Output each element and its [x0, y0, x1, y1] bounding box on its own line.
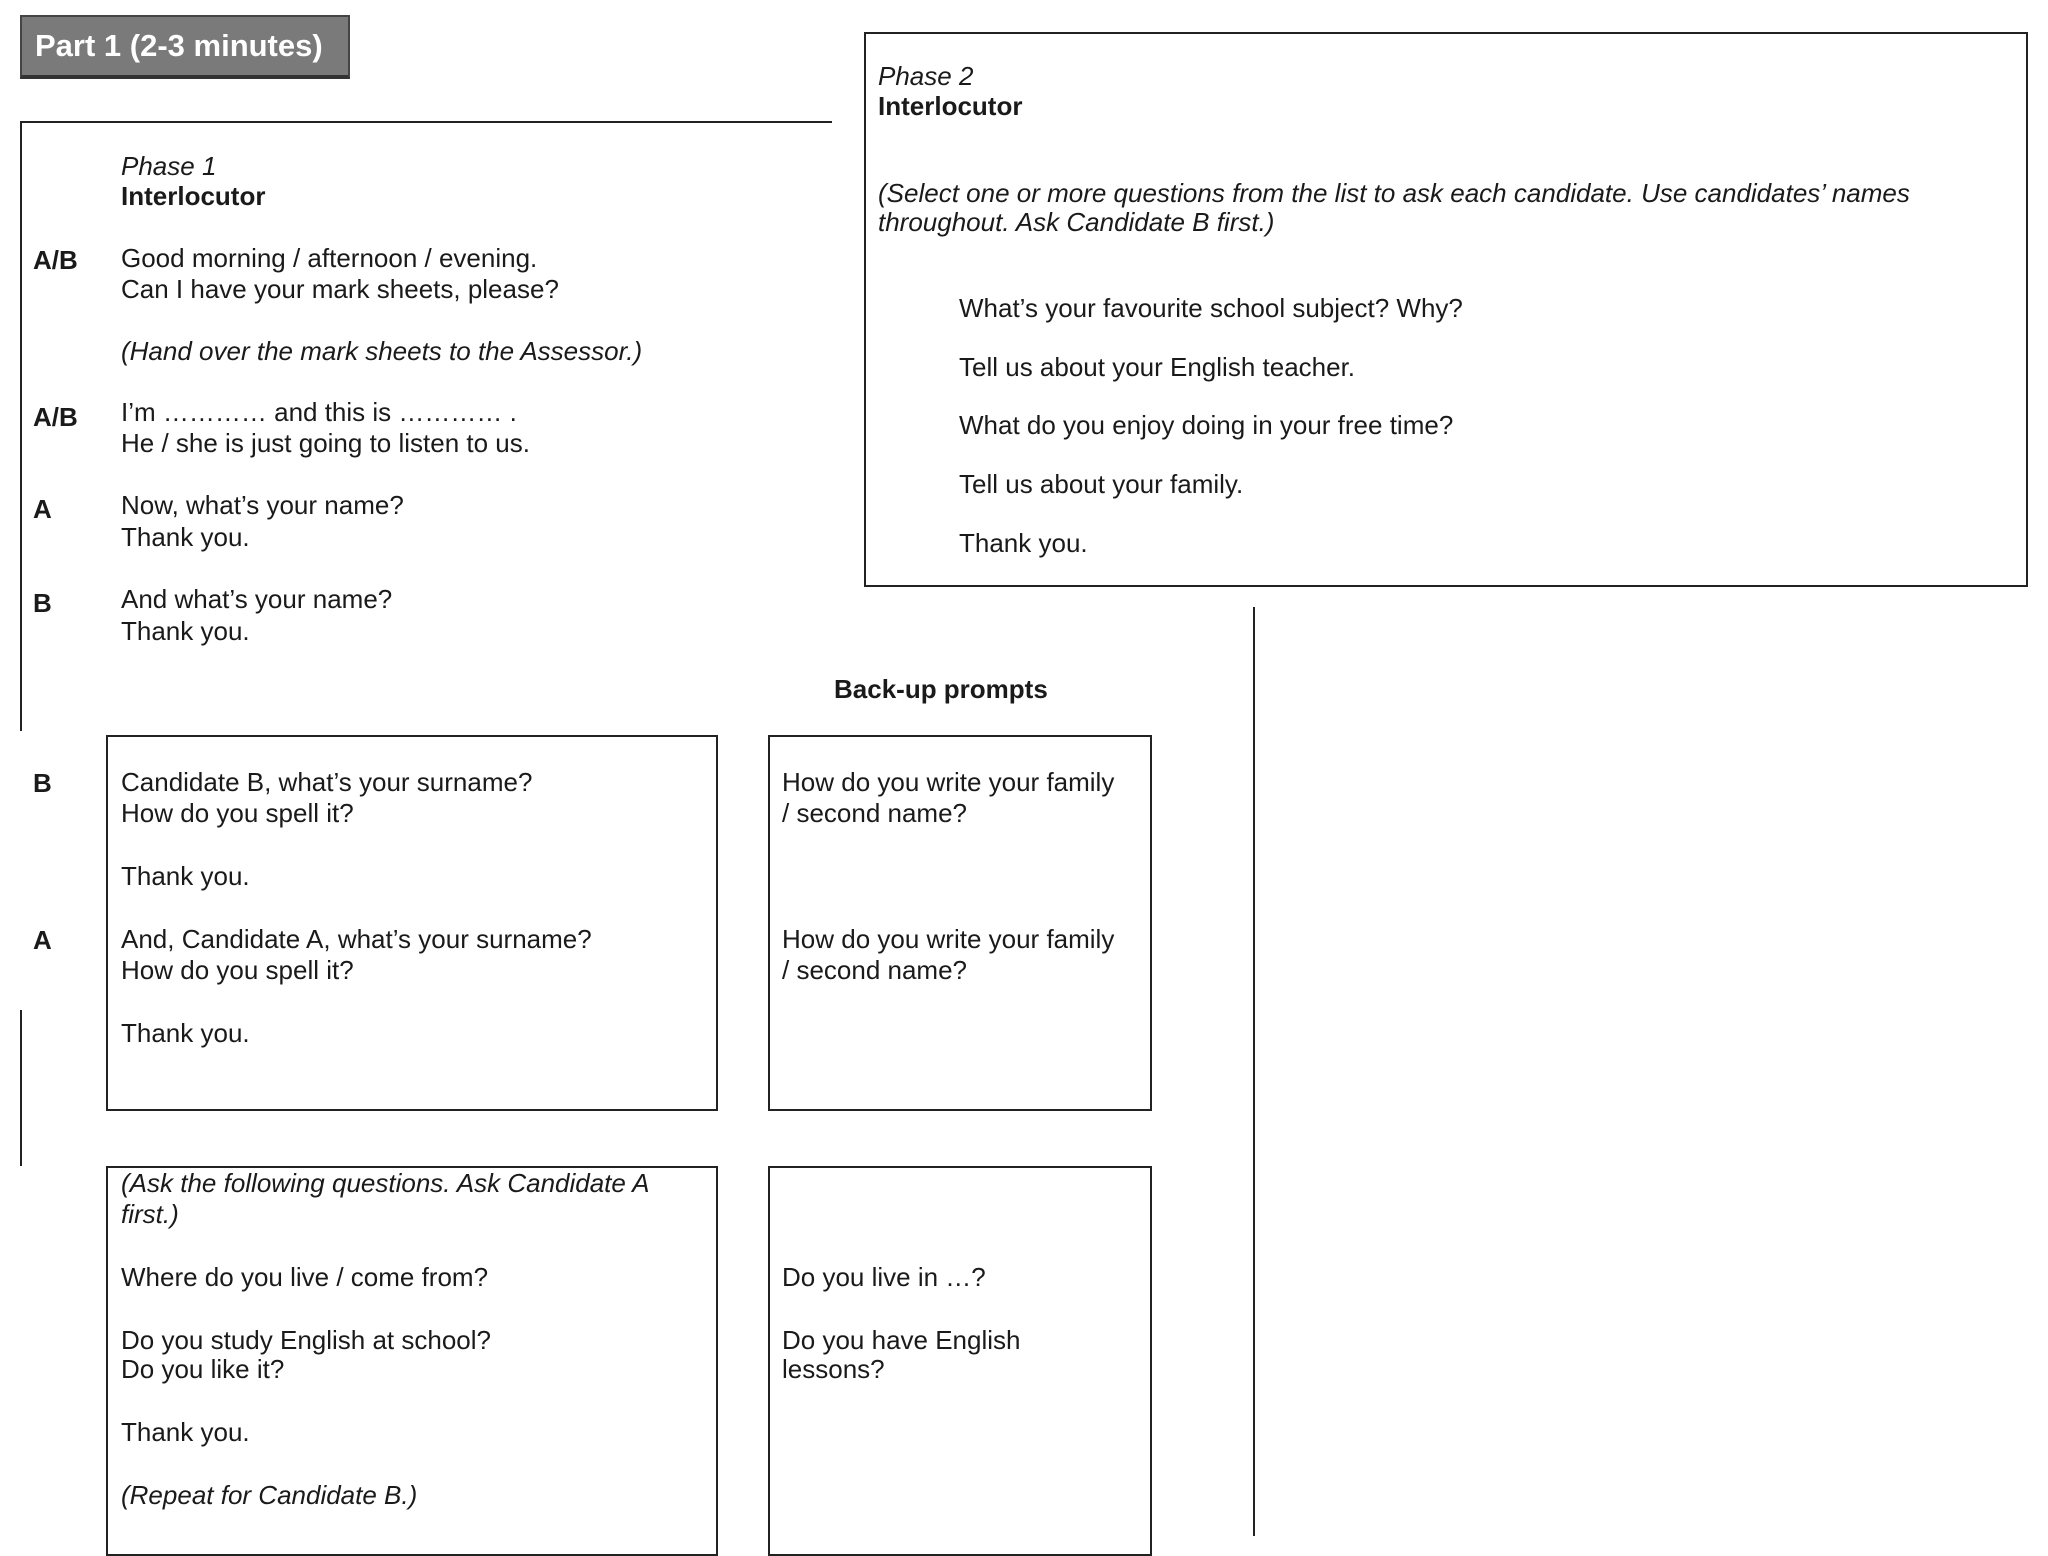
- dialogue-line: He / she is just going to listen to us.: [121, 428, 530, 458]
- question-line: Do you like it?: [121, 1354, 285, 1384]
- dialogue-line: Thank you.: [121, 522, 250, 552]
- dialogue-line: Now, what’s your name?: [121, 490, 404, 520]
- phase1-right-rule: [1253, 607, 1255, 1536]
- backup-prompt: Do you live in …?: [782, 1262, 986, 1292]
- dialogue-line: Good morning / afternoon / evening.: [121, 243, 538, 273]
- dialogue-line: I’m ………… and this is ………… .: [121, 397, 517, 427]
- speaker-label: B: [33, 768, 52, 798]
- phase1-label: Phase 1: [121, 151, 217, 181]
- phase2-question: Tell us about your family.: [959, 469, 1244, 499]
- dialogue-line: Thank you.: [121, 616, 250, 646]
- backup-prompt: lessons?: [782, 1354, 885, 1384]
- surname-line: How do you spell it?: [121, 798, 354, 828]
- phase2-question: What’s your favourite school subject? Why?: [959, 293, 1463, 323]
- questions-instruction: (Ask the following questions. Ask Candidate A: [121, 1168, 650, 1198]
- repeat-instruction: (Repeat for Candidate B.): [121, 1480, 418, 1510]
- speaker-label: A/B: [33, 402, 78, 432]
- phase1-top-rule: [20, 121, 832, 123]
- phase2-question: What do you enjoy doing in your free time?: [959, 410, 1454, 440]
- phase1-left-rule: [20, 121, 22, 731]
- surname-line: Thank you.: [121, 861, 250, 891]
- surname-line: And, Candidate A, what’s your surname?: [121, 924, 592, 954]
- backup-prompt: Do you have English: [782, 1325, 1021, 1355]
- dialogue-line: Can I have your mark sheets, please?: [121, 274, 559, 304]
- part-title-badge: Part 1 (2-3 minutes): [20, 15, 350, 79]
- phase2-instruction: throughout. Ask Candidate B first.): [878, 207, 1275, 237]
- stage-instruction: (Hand over the mark sheets to the Assessor.): [121, 336, 643, 366]
- questions-instruction: first.): [121, 1199, 179, 1229]
- backup-prompt: / second name?: [782, 798, 968, 828]
- speaker-label: A/B: [33, 245, 78, 275]
- dialogue-line: And what’s your name?: [121, 584, 393, 614]
- question-line: Thank you.: [121, 1417, 250, 1447]
- phase2-label: Phase 2: [878, 61, 974, 91]
- phase1-left-rule-lower: [20, 1010, 22, 1166]
- speaker-label: A: [33, 494, 52, 524]
- speaker-label: A: [33, 925, 52, 955]
- phase2-question: Tell us about your English teacher.: [959, 352, 1356, 382]
- backup-prompt: How do you write your family: [782, 924, 1115, 954]
- surname-line: Thank you.: [121, 1018, 250, 1048]
- question-line: Where do you live / come from?: [121, 1262, 489, 1292]
- question-line: Do you study English at school?: [121, 1325, 491, 1355]
- backup-prompt: / second name?: [782, 955, 968, 985]
- backup-prompt: How do you write your family: [782, 767, 1115, 797]
- phase2-instruction: (Select one or more questions from the list to ask each candidate. Use candidates’ names: [878, 178, 1910, 208]
- phase1-role: Interlocutor: [121, 181, 266, 211]
- phase2-question: Thank you.: [959, 528, 1088, 558]
- surname-line: How do you spell it?: [121, 955, 354, 985]
- surname-line: Candidate B, what’s your surname?: [121, 767, 533, 797]
- phase2-role: Interlocutor: [878, 91, 1023, 121]
- backup-prompts-heading: Back-up prompts: [834, 674, 1048, 704]
- speaker-label: B: [33, 588, 52, 618]
